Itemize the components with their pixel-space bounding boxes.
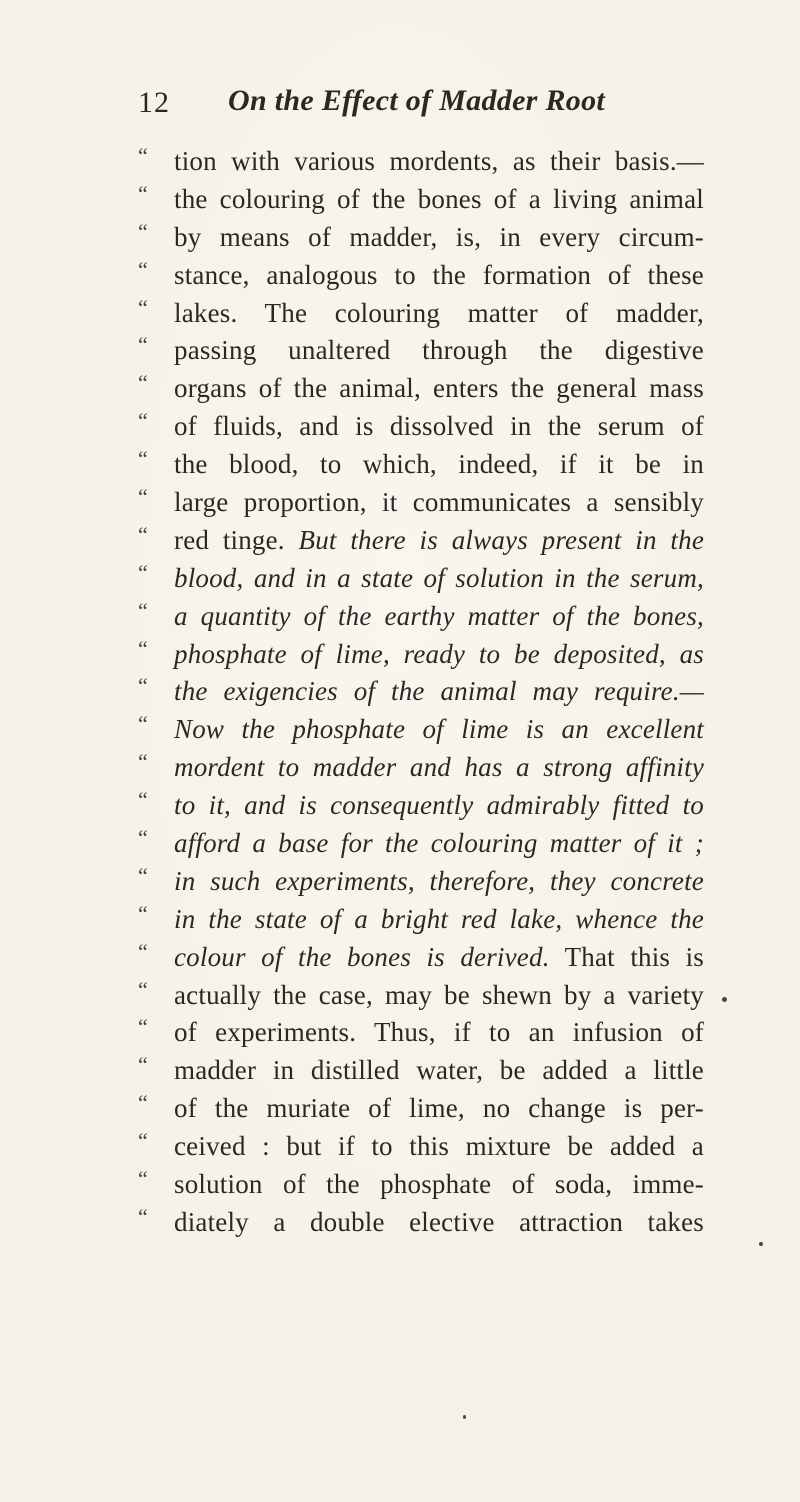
- text-line: [138, 1014, 704, 1052]
- quotation-mark: “: [138, 1128, 148, 1154]
- line-text: [174, 636, 704, 674]
- text-line: [138, 522, 704, 560]
- line-segment: actually the case, may be shewn by a variety: [174, 979, 704, 1010]
- line-text: [174, 332, 704, 370]
- line-segment: tion with various mordents, as their basis.—: [174, 146, 704, 176]
- quotation-mark: “: [138, 976, 148, 1002]
- line-segment: phosphate of lime, ready to be deposited, as: [174, 638, 704, 669]
- line-segment: blood, and in a state of solution in the serum,: [174, 562, 704, 593]
- line-segment: solution of the phosphate of soda, imme-: [174, 1169, 704, 1200]
- line-segment: ceived : but if to this mixture be added a: [174, 1131, 704, 1162]
- text-line: [138, 977, 704, 1015]
- quotation-mark: “: [138, 408, 148, 434]
- line-text: [174, 977, 704, 1015]
- line-text: [174, 181, 704, 219]
- line-text: [174, 1014, 704, 1052]
- text-line: [138, 257, 704, 295]
- text-line: [138, 560, 704, 598]
- quotation-mark: “: [138, 446, 148, 472]
- line-segment-italic: But there is always present in the: [284, 524, 705, 555]
- line-segment: of fluids, and is dissolved in the serum of: [174, 411, 704, 442]
- line-segment-roman: That this is: [549, 941, 704, 972]
- page-number: 12: [138, 86, 170, 119]
- line-segment: large proportion, it communicates a sensibly: [174, 487, 704, 518]
- text-line: [138, 1204, 704, 1242]
- text-line: [138, 295, 704, 333]
- text-line: [138, 901, 704, 939]
- text-line: [138, 219, 704, 257]
- quotation-mark: “: [138, 597, 148, 623]
- line-segment: mordent to madder and has a strong affinity: [174, 752, 704, 783]
- text-line: [138, 370, 704, 408]
- text-line: [138, 408, 704, 446]
- text-line: [138, 332, 704, 370]
- quotation-mark: “: [138, 180, 148, 206]
- line-segment: afford a base for the colouring matter of it ;: [174, 828, 704, 859]
- text-line: [138, 181, 704, 219]
- body-text: [138, 143, 704, 1242]
- quotation-mark: “: [138, 938, 148, 964]
- text-line: [138, 787, 704, 825]
- line-segment: the exigencies of the animal may require.—: [174, 676, 704, 707]
- quotation-mark: “: [138, 749, 148, 775]
- ink-speck: [759, 1242, 763, 1246]
- line-text: [174, 787, 704, 825]
- quotation-mark: “: [138, 1052, 148, 1078]
- line-segment: Now the phosphate of lime is an excellent: [174, 714, 704, 745]
- text-line: [138, 825, 704, 863]
- line-text: [174, 863, 704, 901]
- quotation-mark: “: [138, 256, 148, 282]
- ink-speck: [463, 1415, 466, 1419]
- quotation-mark: “: [138, 862, 148, 888]
- text-line: [138, 749, 704, 787]
- text-line: [138, 939, 704, 977]
- line-text: [174, 673, 704, 711]
- line-segment: of the muriate of lime, no change is per-: [174, 1093, 704, 1124]
- line-segment: passing unaltered through the digestive: [174, 335, 704, 366]
- text-line: [138, 1128, 704, 1166]
- line-text: [174, 446, 704, 484]
- text-line: [138, 673, 704, 711]
- line-text: [174, 219, 704, 257]
- quotation-mark: “: [138, 294, 148, 320]
- line-text: [174, 901, 704, 939]
- line-text: [174, 522, 704, 560]
- line-text: [174, 1128, 704, 1166]
- quotation-mark: “: [138, 711, 148, 737]
- text-line: [138, 1166, 704, 1204]
- line-text: [174, 1166, 704, 1204]
- line-segment: in such experiments, therefore, they concrete: [174, 865, 704, 896]
- quotation-mark: “: [138, 635, 148, 661]
- line-text: [174, 939, 704, 977]
- text-line: [138, 863, 704, 901]
- page-header: [138, 86, 698, 126]
- line-text: [174, 1052, 704, 1090]
- quotation-mark: “: [138, 1166, 148, 1192]
- quotation-mark: “: [138, 370, 148, 396]
- text-line: [138, 636, 704, 674]
- text-line: [138, 711, 704, 749]
- text-line: [138, 1052, 704, 1090]
- text-line: [138, 446, 704, 484]
- line-segment: diately a double elective attraction takes: [174, 1206, 704, 1237]
- running-title: On the Effect of Madder Root: [228, 84, 605, 117]
- line-segment: madder in distilled water, be added a little: [174, 1055, 704, 1086]
- quotation-mark: “: [138, 1203, 148, 1229]
- line-text: [174, 295, 704, 333]
- line-segment: lakes. The colouring matter of madder,: [174, 297, 704, 328]
- line-segment: by means of madder, is, in every circum-: [174, 221, 704, 252]
- line-text: [174, 370, 704, 408]
- line-segment: the blood, to which, indeed, if it be in: [174, 449, 704, 480]
- line-segment: a quantity of the earthy matter of the bones,: [174, 600, 704, 631]
- quotation-mark: “: [138, 484, 148, 510]
- line-segment: red tinge.: [174, 524, 285, 555]
- quotation-mark: “: [138, 673, 148, 699]
- line-segment: colour of the bones is derived.: [174, 941, 550, 972]
- text-line: [138, 1090, 704, 1128]
- quotation-mark: “: [138, 143, 148, 168]
- line-text: [174, 560, 704, 598]
- line-segment: the colouring of the bones of a living animal: [174, 183, 704, 214]
- text-line: [138, 598, 704, 636]
- line-text: [174, 598, 704, 636]
- line-segment: of experiments. Thus, if to an infusion of: [174, 1017, 704, 1048]
- quotation-mark: “: [138, 521, 148, 547]
- line-segment: stance, analogous to the formation of these: [174, 259, 704, 290]
- ink-speck: [722, 997, 727, 1002]
- quotation-mark: “: [138, 787, 148, 813]
- line-segment: in the state of a bright red lake, whence the: [174, 903, 704, 934]
- line-text: [174, 825, 704, 863]
- line-text: [174, 749, 704, 787]
- quotation-mark: “: [138, 559, 148, 585]
- quotation-mark: “: [138, 1090, 148, 1116]
- quotation-mark: “: [138, 332, 148, 358]
- line-text: [174, 1090, 704, 1128]
- line-text: [174, 257, 704, 295]
- quotation-mark: “: [138, 900, 148, 926]
- line-text: [174, 484, 704, 522]
- line-text: [174, 408, 704, 446]
- line-text: [174, 143, 704, 181]
- line-text: [174, 1204, 704, 1242]
- line-segment: to it, and is consequently admirably fitted to: [174, 790, 704, 821]
- text-line: [138, 484, 704, 522]
- quotation-mark: “: [138, 1014, 148, 1040]
- quotation-mark: “: [138, 825, 148, 851]
- text-line: [138, 143, 704, 181]
- line-segment: organs of the animal, enters the general mass: [174, 373, 704, 404]
- quotation-mark: “: [138, 218, 148, 244]
- line-text: [174, 711, 704, 749]
